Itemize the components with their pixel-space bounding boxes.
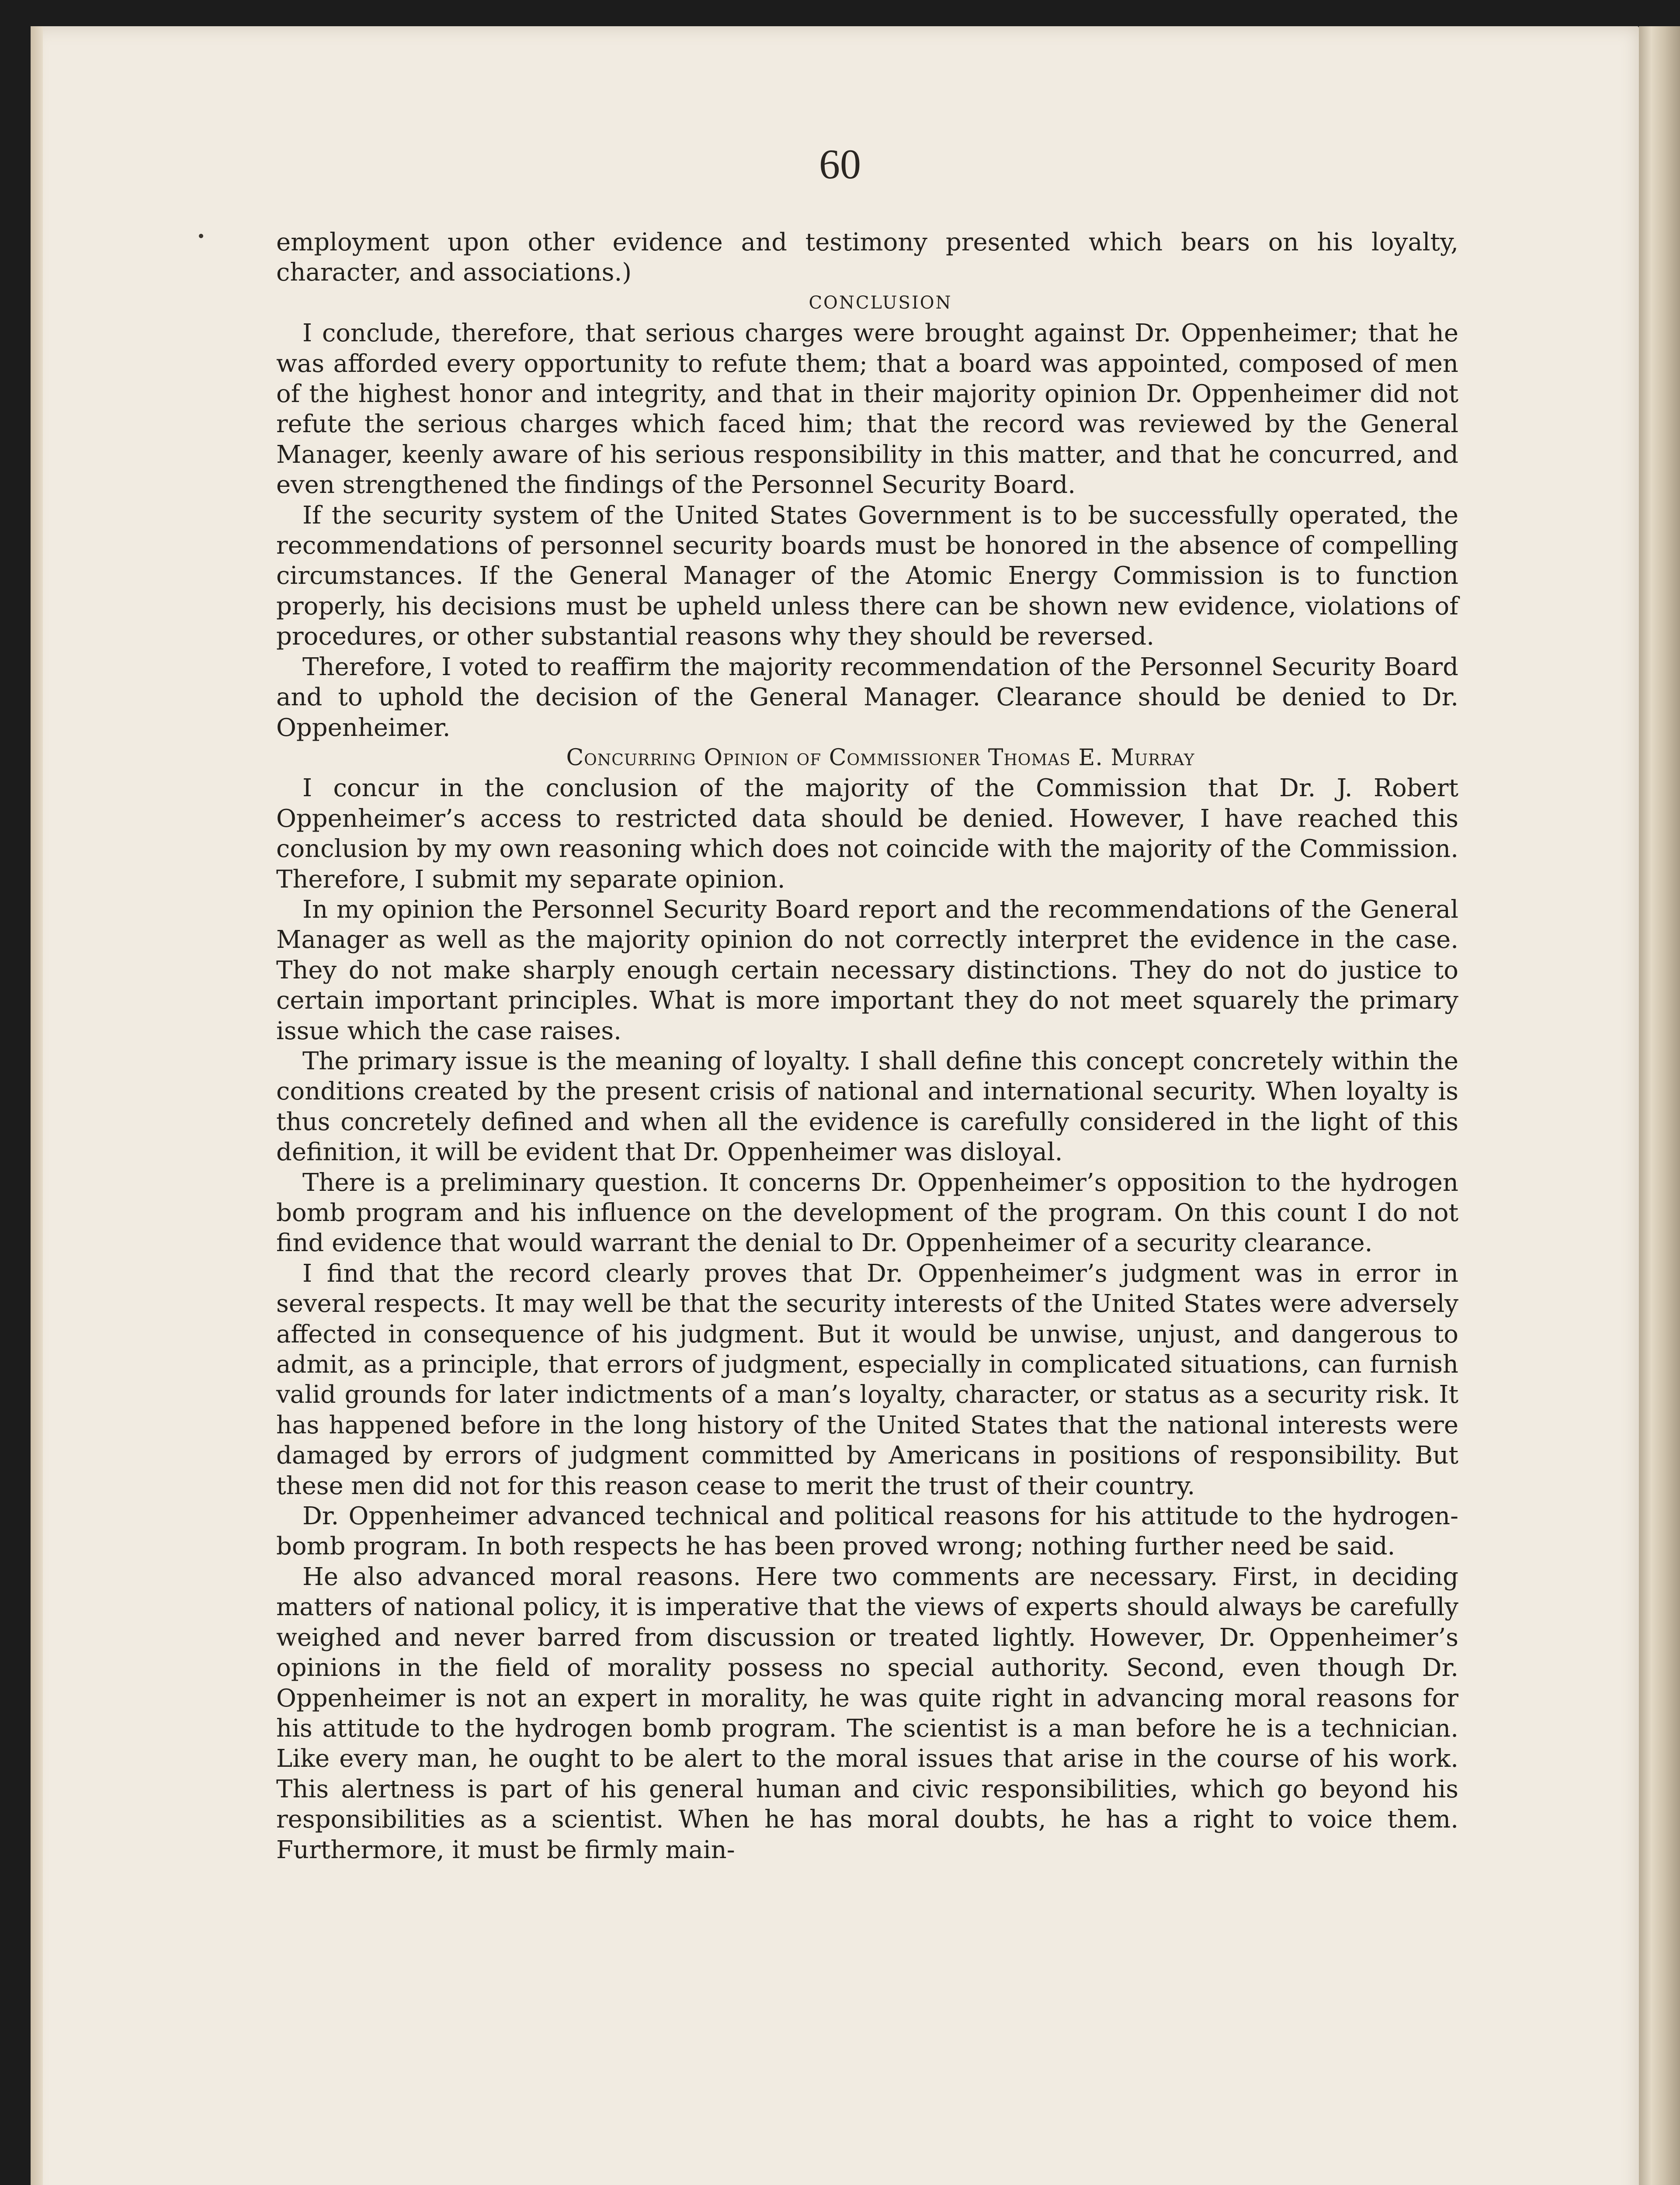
- paragraph: I concur in the conclusion of the majority of the Commission that Dr. J. Robert Oppenheimer’s access to restricted data should be denied. However, I have reached this conclusion by my own reasoning which does not coincide with the majority of the Commission. Therefore, I submit my separate opinion.: [276, 774, 1458, 894]
- section-heading-conclusion: CONCLUSION: [809, 292, 952, 313]
- book-fore-edge: [1639, 26, 1680, 2185]
- margin-dot: [199, 234, 203, 238]
- paragraph: If the security system of the United States Government is to be successfully operated, the recommendations of personnel security boards must be honored in the absence of compelling circumstances. If the General Manager of the Atomic Energy Commission is to function properly, his decisions must be upheld unless there can be shown new evidence, violations of procedures, or other substantial reasons why they should be reversed.: [276, 501, 1458, 651]
- paragraph: Therefore, I voted to reaffirm the majority recommendation of the Personnel Security Board and to uphold the decision of the General Manager. Clearance should be denied to Dr. Oppenheimer.: [276, 652, 1458, 742]
- paragraph: In my opinion the Personnel Security Board report and the recommendations of the General Manager as well as the majority opinion do not correctly interpret the evidence in the case. They do not make sharply enough certain necessary distinctions. They do not do justice to certain important principles. What is more important they do not meet squarely the primary issue which the case raises.: [276, 895, 1458, 1045]
- paragraph: I find that the record clearly proves that Dr. Oppenheimer’s judgment was in error in several respects. It may well be that the security interests of the United States were adversely affected in consequence of his judgment. But it would be unwise, unjust, and dangerous to admit, as a principle, that errors of judgment, especially in complicated situations, can furnish valid grounds for later indictments of a man’s loyalty, character, or status as a security risk. It has happened before in the long history of the United States that the national interests were damaged by errors of judgment committed by Americans in positions of responsibility. But these men did not for this reason cease to merit the trust of their country.: [276, 1259, 1458, 1500]
- page-number: 60: [819, 141, 861, 187]
- paragraph: The primary issue is the meaning of loyalty. I shall define this concept concretely within the conditions created by the present crisis of national and international security. When loyalty is thus concretely defined and when all the evidence is carefully considered in the light of this definition, it will be evident that Dr. Oppenheimer was disloyal.: [276, 1047, 1458, 1167]
- section-heading-concurring-opinion: Concurring Opinion of Commissioner Thomas E. Murray: [566, 744, 1195, 771]
- paragraph: He also advanced moral reasons. Here two comments are necessary. First, in deciding matters of national policy, it is imperative that the views of experts should always be carefully weighed and never barred from discussion or treated lightly. However, Dr. Oppenheimer’s opinions in the field of morality possess no special authority. Second, even though Dr. Oppenheimer is not an expert in morality, he was quite right in advancing moral reasons for his attitude to the hydrogen bomb program. The scientist is a man before he is a technician. Like every man, he ought to be alert to the moral issues that arise in the course of his work. This alertness is part of his general human and civic responsibilities, which go beyond his responsibilities as a scientist. When he has moral doubts, he has a right to voice them. Furthermore, it must be firmly main-: [276, 1562, 1458, 1864]
- paragraph: Dr. Oppenheimer advanced technical and political reasons for his attitude to the hydrogen-bomb program. In both respects he has been proved wrong; nothing further need be said.: [276, 1502, 1458, 1561]
- paragraph-continued: employment upon other evidence and testimony presented which bears on his loyalty, character, and associations.): [276, 228, 1458, 287]
- page-binding-shadow: [31, 26, 43, 2185]
- paragraph: There is a preliminary question. It concerns Dr. Oppenheimer’s opposition to the hydrogen bomb program and his influence on the development of the program. On this count I do not find evidence that would warrant the denial to Dr. Oppenheimer of a security clearance.: [276, 1168, 1458, 1258]
- paragraph: I conclude, therefore, that serious charges were brought against Dr. Oppenheimer; that he was afforded every opportunity to refute them; that a board was appointed, composed of men of the highest honor and integrity, and that in their majority opinion Dr. Oppenheimer did not refute the serious charges which faced him; that the record was reviewed by the General Manager, keenly aware of his serious responsibility in this matter, and that he concurred, and even strengthened the findings of the Personnel Security Board.: [276, 319, 1458, 499]
- page-text-block: [276, 227, 1458, 1865]
